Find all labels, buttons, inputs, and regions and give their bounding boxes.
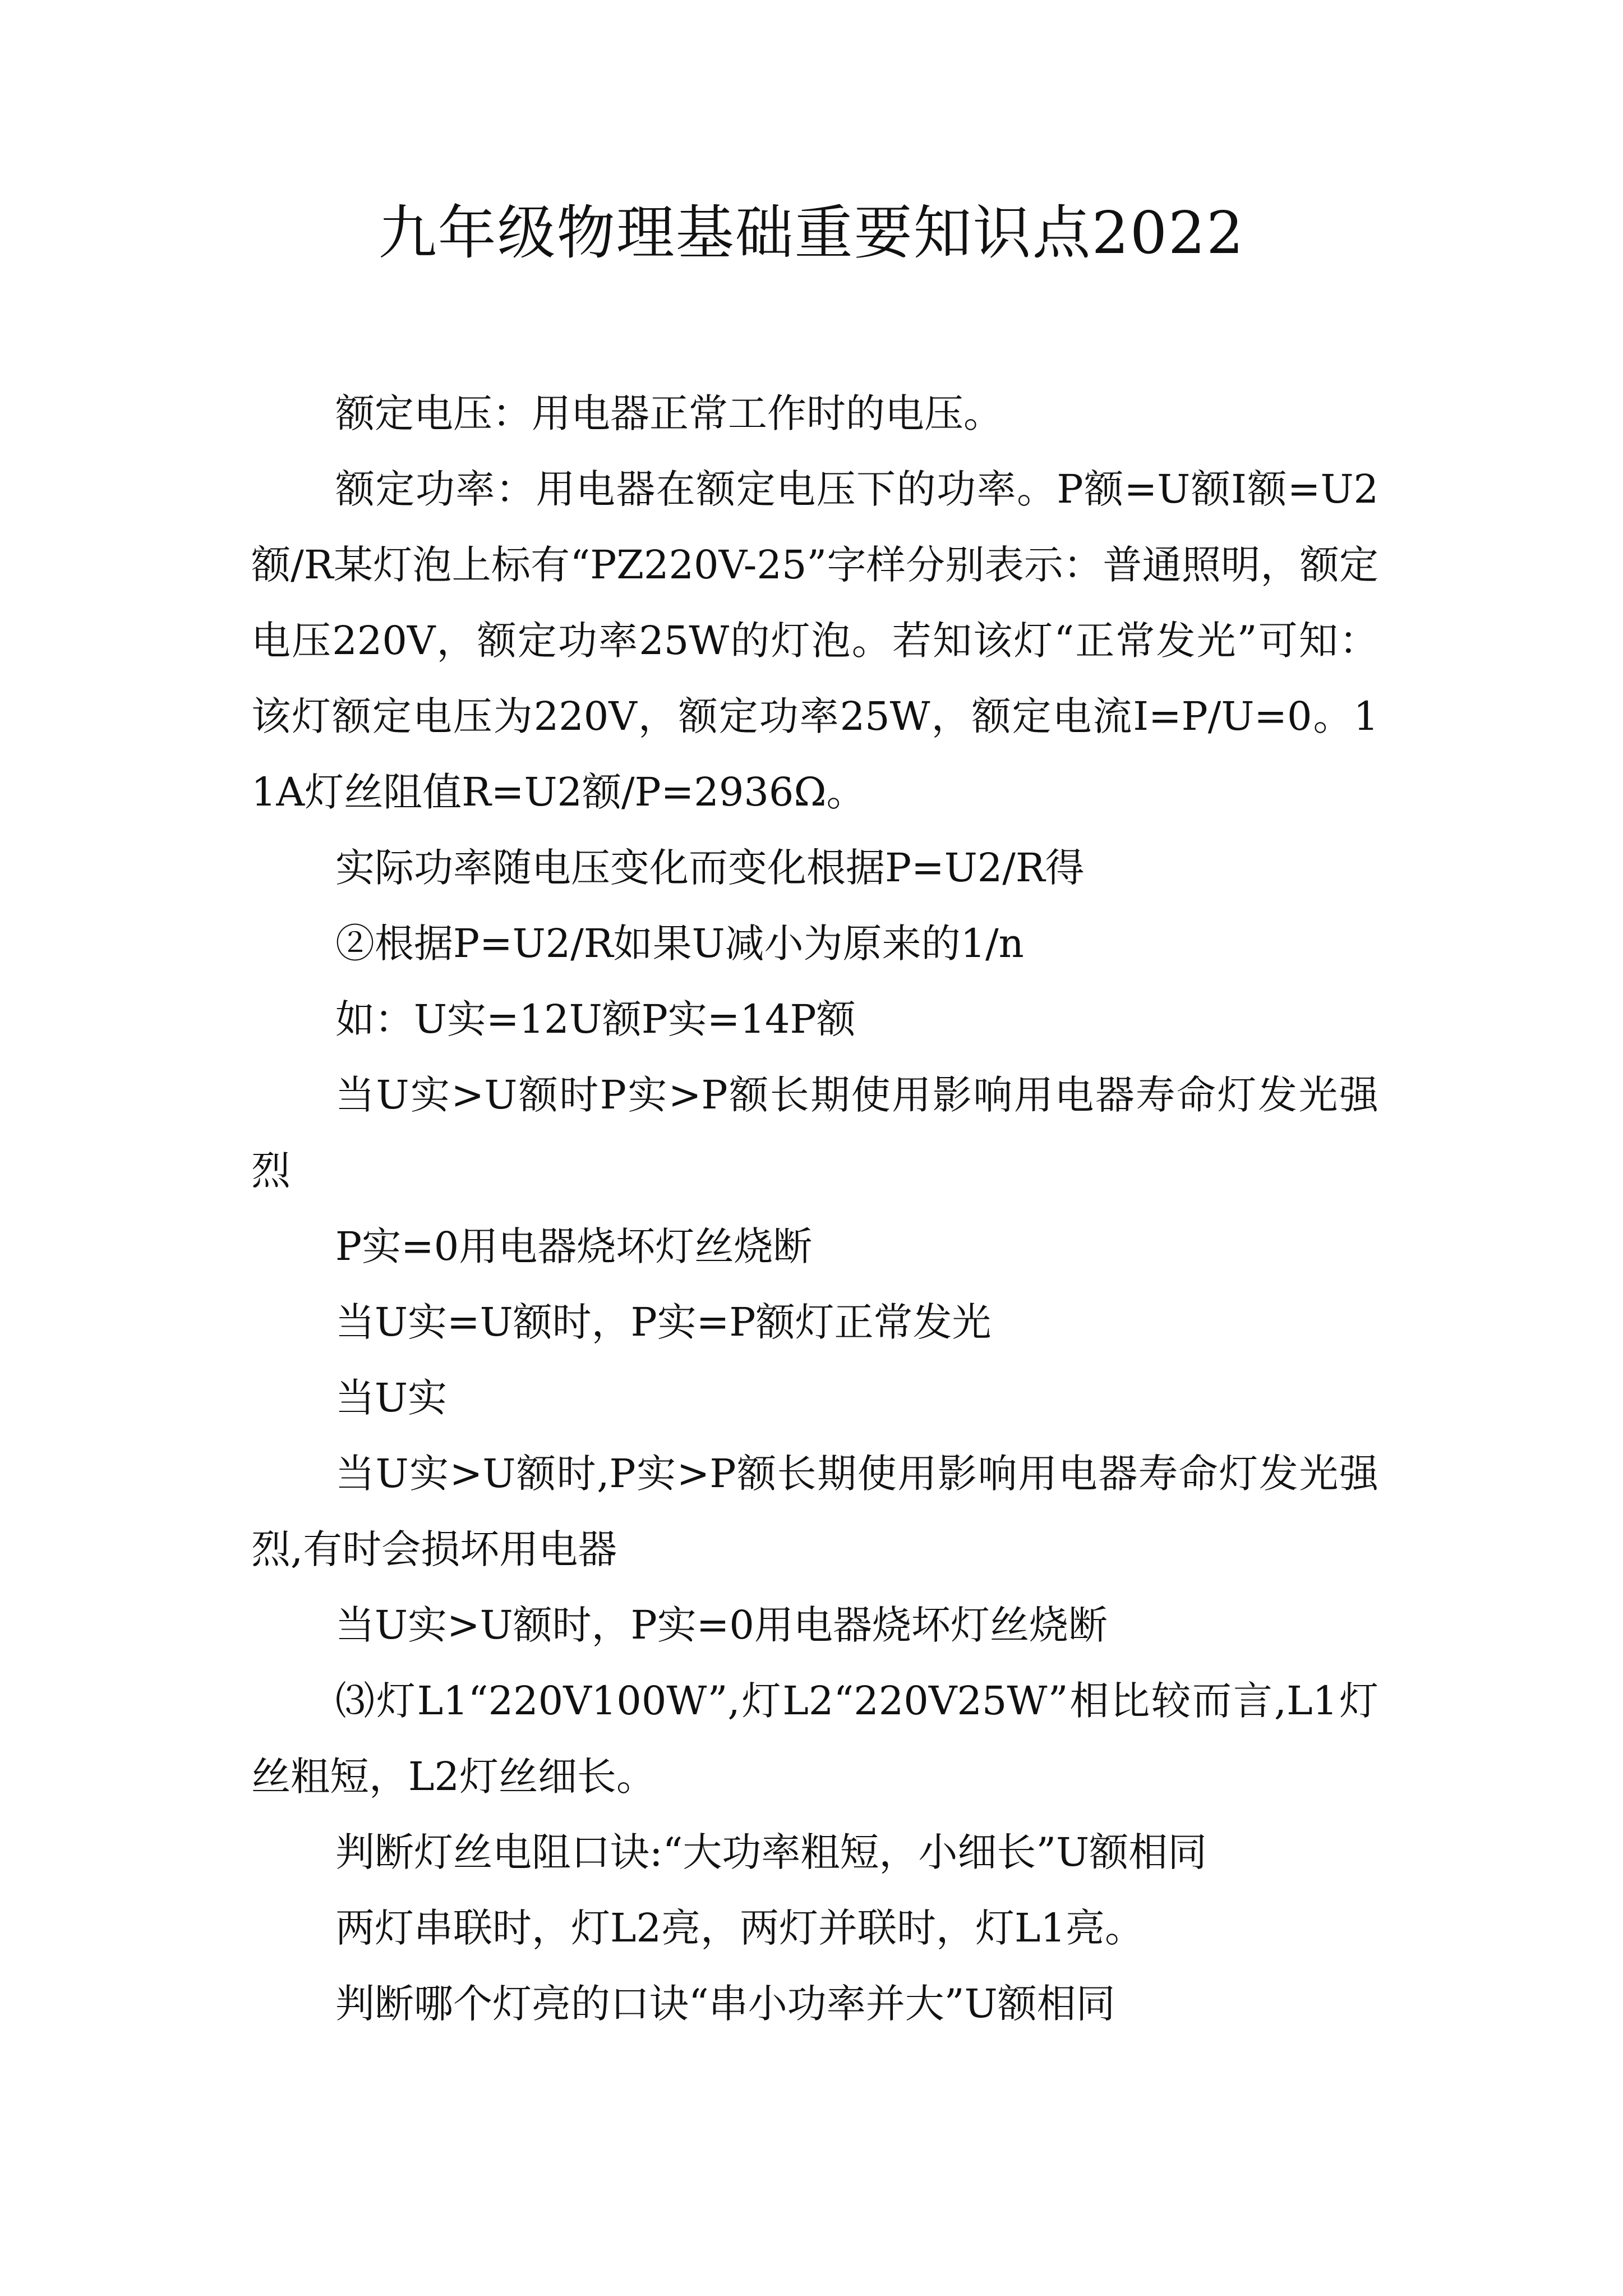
- paragraph-brightness-rhyme: 判断哪个灯亮的口诀“串小功率并大”U额相同: [335, 1981, 1115, 2027]
- paragraph-burnout: P实=0用电器烧坏灯丝烧断: [335, 1223, 813, 1269]
- paragraph-rated-power: 额定功率：用电器在额定电压下的功率。P额=U额I额=U2额/R某灯泡上标有“PZ220V-25”字样分别表示：普通照明，额定电压220V，额定功率25W的灯泡。若知该灯“正常发光”可知：该灯额定电压为220V，额定功率25W，额定电流I=P/U=0。11A灯丝阻值R=U2额/P=2936Ω。: [251, 466, 1378, 815]
- paragraph-normal: 当U实=U额时，P实=P额灯正常发光: [335, 1299, 992, 1345]
- paragraph-formula-1n: ②根据P=U2/R如果U减小为原来的1/n: [335, 921, 1024, 967]
- paragraph-actual-power: 实际功率随电压变化而变化根据P=U2/R得: [335, 845, 1085, 891]
- paragraph-overvoltage-damage: 当U实>U额时,P实>P额长期使用影响用电器寿命灯发光强烈,有时会损坏用电器: [251, 1451, 1378, 1572]
- paragraph-resistance-rhyme: 判断灯丝电阻口诀:“大功率粗短，小细长”U额相同: [335, 1829, 1207, 1875]
- paragraph-example: 如：U实=12U额P实=14P额: [335, 996, 856, 1042]
- paragraph-rated-voltage: 额定电压：用电器正常工作时的电压。: [335, 390, 1003, 436]
- document-body: [251, 376, 1378, 2042]
- paragraph-undervoltage: 当U实: [335, 1375, 447, 1421]
- paragraph-series-parallel: 两灯串联时，灯L2亮，两灯并联时，灯L1亮。: [335, 1905, 1145, 1951]
- paragraph-overvoltage-burnout: 当U实>U额时，P实=0用电器烧坏灯丝烧断: [335, 1602, 1108, 1648]
- document-title: 九年级物理基础重要知识点2022: [378, 199, 1245, 267]
- paragraph-lamp-compare: ⑶灯L1“220V100W”,灯L2“220V25W”相比较而言,L1灯丝粗短，L2灯丝细长。: [251, 1678, 1378, 1800]
- paragraph-overvoltage: 当U实>U额时P实>P额长期使用影响用电器寿命灯发光强烈: [251, 1072, 1378, 1194]
